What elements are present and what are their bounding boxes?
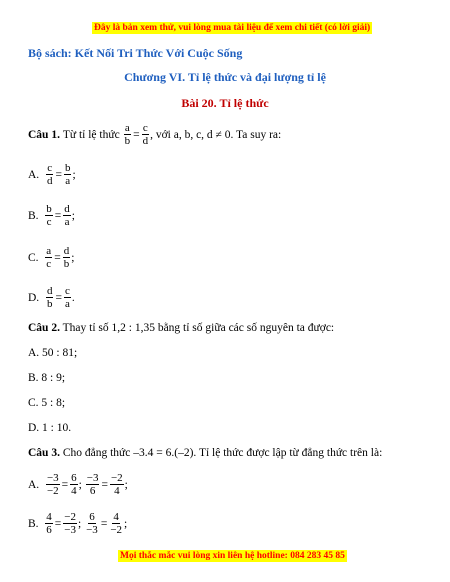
- denominator: c: [46, 258, 52, 270]
- chapter-title: Chương VI. Tỉ lệ thức và đại lượng tỉ lệ: [124, 70, 326, 84]
- lesson-title: Bài 20. Tỉ lệ thức: [181, 96, 269, 110]
- q2-option-a: A. 50 : 81;: [28, 347, 78, 359]
- question-3: [28, 446, 382, 460]
- numerator: −3: [86, 472, 99, 484]
- question-1: [28, 122, 281, 147]
- book-title: Bộ sách: Kết Nối Tri Thức Với Cuộc Sống: [28, 46, 243, 60]
- fraction: [110, 472, 124, 497]
- q1-option-a: [28, 162, 76, 187]
- numerator: b: [46, 203, 52, 215]
- fraction: [45, 203, 53, 228]
- denominator: 6: [89, 485, 96, 497]
- denominator: b: [63, 258, 70, 270]
- numerator: a: [46, 245, 52, 257]
- separator: ;: [124, 478, 128, 491]
- hotline-banner: Mọi thắc mắc vui lòng xin liên hệ hotline: 084 283 45 85: [120, 551, 345, 561]
- q3-option-b: [28, 511, 127, 536]
- q1-option-c: [28, 245, 74, 270]
- q1-option-b: [28, 203, 75, 228]
- equals-sign: =: [55, 291, 62, 304]
- question-text: Thay tỉ số 1,2 : 1,35 bằng tỉ số giữa các số nguyên ta được:: [62, 322, 335, 334]
- numerator: c: [64, 285, 70, 297]
- question-label: Câu 1.: [28, 128, 60, 141]
- numerator: −2: [110, 472, 123, 484]
- separator: .: [71, 291, 75, 304]
- denominator: b: [46, 298, 53, 310]
- fraction: [46, 472, 60, 497]
- equals-sign: =: [61, 478, 69, 491]
- denominator: b: [124, 135, 131, 147]
- numerator: 4: [46, 511, 52, 523]
- q2-option-d: D. 1 : 10.: [28, 422, 72, 434]
- numerator: a: [124, 122, 130, 134]
- numerator: d: [46, 285, 53, 297]
- denominator: 6: [46, 524, 52, 536]
- fraction: [86, 472, 100, 497]
- q2-option-c: C. 5 : 8;: [28, 397, 66, 409]
- q2-option-b: B. 8 : 9;: [28, 372, 66, 384]
- question-label: Câu 2.: [28, 322, 60, 334]
- separator: ;: [78, 517, 82, 530]
- fraction: [64, 162, 72, 187]
- equals-sign: =: [133, 128, 140, 141]
- option-letter: B.: [28, 517, 39, 530]
- question-text: Cho đẳng thức –3.4 = 6.(–2). Tỉ lệ thức được lập từ đẳng thức trên là:: [62, 447, 383, 459]
- equals-sign: =: [101, 478, 108, 491]
- numerator: 6: [89, 511, 95, 523]
- fraction: [46, 162, 54, 187]
- denominator: −3: [86, 524, 98, 536]
- numerator: c: [142, 122, 148, 134]
- fraction: [45, 511, 53, 536]
- question-2: [28, 321, 334, 335]
- option-letter: C.: [28, 251, 39, 264]
- denominator: a: [64, 298, 70, 310]
- denominator: −2: [110, 524, 123, 536]
- numerator: d: [64, 203, 70, 215]
- numerator: c: [47, 162, 53, 174]
- denominator: d: [142, 135, 149, 147]
- numerator: −3: [46, 472, 59, 484]
- denominator: −3: [64, 524, 77, 536]
- option-letter: A.: [28, 168, 40, 181]
- equals-sign: =: [54, 517, 62, 530]
- question-label: Câu 3.: [28, 447, 60, 459]
- separator: ;: [71, 209, 75, 222]
- fraction: [109, 511, 123, 536]
- denominator: d: [46, 175, 53, 187]
- fraction: [45, 245, 52, 270]
- q3-option-a: [28, 472, 128, 497]
- denominator: 4: [114, 485, 120, 497]
- equals-sign: =: [54, 251, 61, 264]
- fraction: [63, 245, 71, 270]
- option-letter: D.: [28, 291, 40, 304]
- fraction: [70, 472, 78, 497]
- numerator: −2: [64, 511, 77, 523]
- fraction: [85, 511, 99, 536]
- numerator: 6: [71, 472, 77, 484]
- preview-banner: Đây là bản xem thử, vui lòng mua tài liệu để xem chi tiết (có lời giải): [94, 23, 371, 33]
- equals-sign: =: [55, 168, 62, 181]
- fraction: [64, 285, 71, 310]
- denominator: a: [65, 175, 71, 187]
- fraction: [63, 511, 77, 536]
- option-letter: A.: [28, 478, 40, 491]
- question-text: , với a, b, c, d ≠ 0. Ta suy ra:: [150, 128, 282, 141]
- q1-option-d: [28, 285, 75, 310]
- separator: ;: [71, 251, 75, 264]
- denominator: c: [46, 216, 52, 228]
- equals-sign: =: [100, 517, 108, 530]
- numerator: d: [63, 245, 70, 257]
- option-letter: B.: [28, 209, 39, 222]
- question-text: Từ tỉ lệ thức: [62, 128, 120, 141]
- separator: ;: [124, 517, 128, 530]
- fraction: [46, 285, 54, 310]
- denominator: a: [64, 216, 70, 228]
- denominator: 4: [71, 485, 77, 497]
- separator: ;: [78, 478, 82, 491]
- separator: ;: [72, 168, 76, 181]
- numerator: 4: [113, 511, 119, 523]
- fraction: [63, 203, 71, 228]
- equals-sign: =: [54, 209, 62, 222]
- fraction: [124, 122, 132, 147]
- fraction: [142, 122, 150, 147]
- denominator: −2: [46, 485, 59, 497]
- numerator: b: [64, 162, 71, 174]
